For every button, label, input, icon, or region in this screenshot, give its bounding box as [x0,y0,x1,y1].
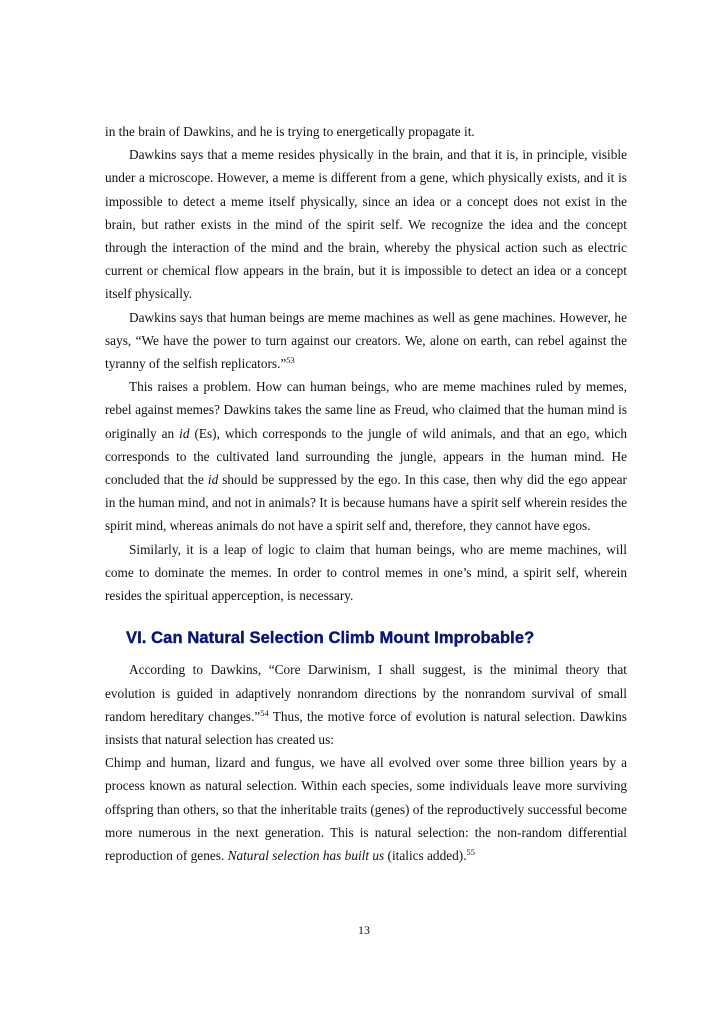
quote-text: (italics added). [384,848,467,864]
footnote-ref: 54 [260,707,269,718]
section-heading: VI. Can Natural Selection Climb Mount Improbable? [126,629,535,648]
paragraph-text: According to Dawkins, “Core Darwinism, I shall suggest, is the minimal theory that evolution is guided in adaptively nonrandom directions by the nonrandom survival of small random hereditary changes.” [105,662,627,724]
paragraph-text: This raises a problem. How can human beings, who are meme machines ruled by memes, rebel against memes? Dawkins takes the same line as Freud, who claimed that the human mind is originally an [105,379,627,441]
quote-text: Chimp and human, lizard and fungus, we have all evolved over some three billion years by a process known as natural selection. Within each species, some individuals leave more surviving offspring than others, so that the inheritable traits (genes) of the reproductively successful become more numerous in the next generation. This is natural selection: the non-random differential reproduction of genes. [105,755,627,864]
paragraph-text: Dawkins says that human beings are meme machines as well as gene machines. However, he says, “We have the power to turn against our creators. We, alone on earth, can rebel against the tyranny of the selfish replicators.” [105,309,627,372]
quote-italic: Natural selection has built us [227,848,385,864]
paragraph-core-darwinism [105,658,627,751]
paragraph-text: Thus, the motive force of evolution is natural selection. Dawkins insists that natural selection has created us: [105,708,627,748]
italic-term: id [179,425,190,441]
paragraph-text: should be suppressed by the ego. In this case, then why did the ego appear in the human mind, and not in animals? It is because humans have a spirit self wherein resides the spirit mind, whereas animals do not have a spirit self and, therefore, they cannot have egos. [105,472,627,534]
paragraph-freud [105,375,627,537]
body-text [105,120,627,867]
paragraph-leap-of-logic: Similarly, it is a leap of logic to claim that human beings, who are meme machines, will come to dominate the memes. In order to control memes in one’s mind, a spirit self, wherein resides the spiritual apperception, is necessary. [105,541,627,604]
footnote-ref: 53 [286,355,295,366]
page-number: 13 [358,923,370,937]
paragraph-text: (Es), which corresponds to the jungle of wild animals, and that an ego, which corresponds to the cultivated land surrounding the jungle, appears in the human mind. He concluded that the [105,425,627,488]
paragraph-meme-brain: Dawkins says that a meme resides physically in the brain, and that it is, in principle, visible under a microscope. However, a meme is different from a gene, which physically exists, and it is impossible to detect a meme itself physically, since an idea or a concept does not exist in the brain, but rather exists in the mind of the spirit self. We recognize the idea and the concept through the interaction of the mind and the brain, whereby the physical action such as electric current or chemical flow appears in the brain, but it is impossible to detect an idea or a concept itself physically. [105,147,627,302]
italic-term: id [207,472,219,488]
paragraph-meme-machines [105,306,627,376]
block-quote [105,751,627,867]
paragraph-continuation: in the brain of Dawkins, and he is trying to energetically propagate it. [105,124,475,139]
footnote-ref: 55 [466,847,476,858]
